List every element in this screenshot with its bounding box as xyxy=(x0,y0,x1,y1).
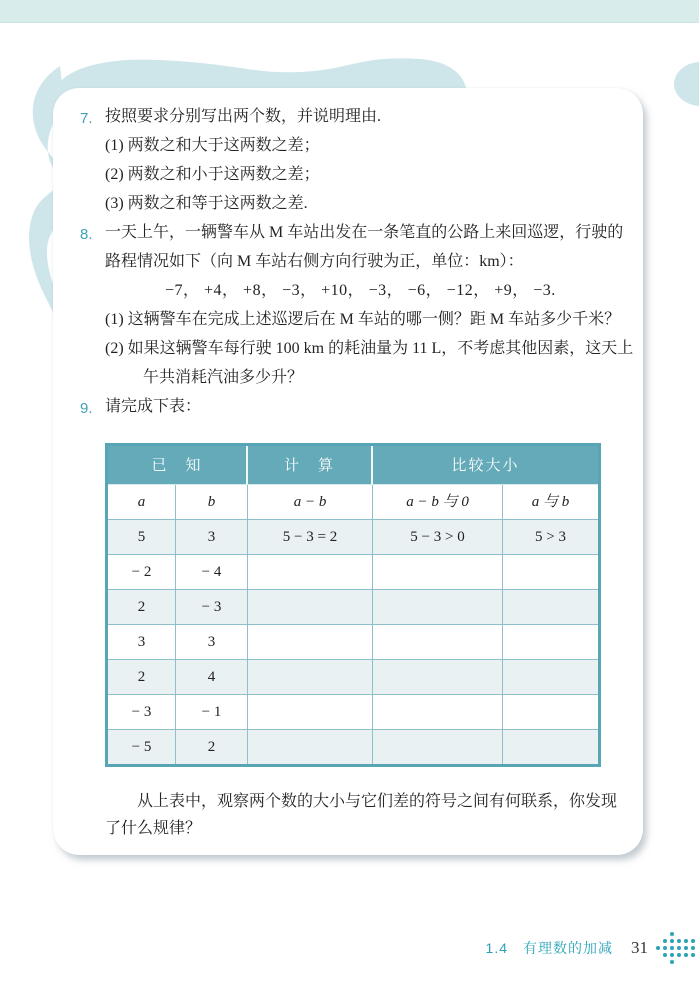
problem-7 xyxy=(80,102,635,218)
cell xyxy=(248,625,373,660)
cell: 2 xyxy=(176,730,248,764)
problem-8-item-2: (2) 如果这辆警车每行驶 100 km 的耗油量为 11 L，不考虑其他因素，这天上午共消耗汽油多少升？ xyxy=(105,340,634,386)
table-column-header-row xyxy=(108,485,598,520)
exercise-content xyxy=(53,88,643,842)
table-group-compare: 比较大小 xyxy=(373,446,598,485)
problem-8-number-sequence: −7， +4， +8， −3， +10， −3， −6， −12， +9， −3. xyxy=(165,282,556,299)
table-row xyxy=(108,590,598,625)
col-header-a-minus-b: a − b xyxy=(248,485,373,520)
problem-7-item-2: (2) 两数之和小于这两数之差； xyxy=(105,166,320,183)
table-row xyxy=(108,660,598,695)
problem-9 xyxy=(80,392,635,423)
cell: 2 xyxy=(108,660,176,695)
cell xyxy=(503,730,598,764)
cell xyxy=(373,695,503,730)
cell xyxy=(248,660,373,695)
problem-8 xyxy=(80,218,635,392)
cell: − 2 xyxy=(108,555,176,590)
col-header-a: a xyxy=(108,485,176,520)
cell xyxy=(503,555,598,590)
cell: 3 xyxy=(108,625,176,660)
table-row xyxy=(108,625,598,660)
problem-7-text: 按照要求分别写出两个数，并说明理由. xyxy=(105,108,382,125)
cell xyxy=(248,695,373,730)
cell: − 4 xyxy=(176,555,248,590)
cell xyxy=(248,555,373,590)
table-row xyxy=(108,730,598,764)
cell: 2 xyxy=(108,590,176,625)
cell: 5 − 3 > 0 xyxy=(373,520,503,555)
cell xyxy=(373,625,503,660)
cell xyxy=(503,590,598,625)
cell: 4 xyxy=(176,660,248,695)
cell xyxy=(503,660,598,695)
cell: − 3 xyxy=(176,590,248,625)
cell xyxy=(373,730,503,764)
cell: − 5 xyxy=(108,730,176,764)
col-header-a-vs-b: a 与 b xyxy=(503,485,598,520)
cell xyxy=(373,660,503,695)
cell xyxy=(503,625,598,660)
table-row xyxy=(108,520,598,555)
table-row xyxy=(108,695,598,730)
footer-section-title: 1.4 有理数的加减 xyxy=(485,940,613,956)
comparison-table xyxy=(105,443,601,767)
table-group-known: 已 知 xyxy=(108,446,248,485)
cell: 5 xyxy=(108,520,176,555)
problem-8-item-1: (1) 这辆警车在完成上述巡逻后在 M 车站的哪一侧？距 M 车站多少千米？ xyxy=(105,311,621,328)
cell: 3 xyxy=(176,520,248,555)
page-footer xyxy=(486,932,695,964)
problem-9-text: 请完成下表： xyxy=(105,398,202,415)
page-corner-dots-icon xyxy=(656,932,695,964)
footer-page-number: 31 xyxy=(631,938,648,957)
cell xyxy=(373,555,503,590)
col-header-a-minus-b-vs-0: a − b 与 0 xyxy=(373,485,503,520)
cell xyxy=(373,590,503,625)
problem-8-number: 8. xyxy=(80,226,93,243)
cell: 5 > 3 xyxy=(503,520,598,555)
cell: − 3 xyxy=(108,695,176,730)
problem-7-number: 7. xyxy=(80,110,93,127)
col-header-b: b xyxy=(176,485,248,520)
top-right-blob xyxy=(674,62,699,106)
problem-7-item-1: (1) 两数之和大于这两数之差； xyxy=(105,137,320,154)
table-group-header-row xyxy=(108,446,598,485)
closing-question: 从上表中，观察两个数的大小与它们差的符号之间有何联系，你发现了什么规律？ xyxy=(105,793,618,837)
problem-8-text: 一天上午，一辆警车从 M 车站出发在一条笔直的公路上来回巡逻，行驶的路程情况如下（向 M 车站右侧方向行驶为正，单位：km）： xyxy=(105,224,624,270)
cell xyxy=(248,730,373,764)
cell xyxy=(503,695,598,730)
cell: 3 xyxy=(176,625,248,660)
cell xyxy=(248,590,373,625)
problem-7-item-3: (3) 两数之和等于这两数之差. xyxy=(105,195,308,212)
cell: − 1 xyxy=(176,695,248,730)
table-group-calculate: 计 算 xyxy=(248,446,373,485)
cell: 5 − 3 = 2 xyxy=(248,520,373,555)
problem-9-number: 9. xyxy=(80,400,93,417)
content-card xyxy=(53,88,643,855)
table-row xyxy=(108,555,598,590)
